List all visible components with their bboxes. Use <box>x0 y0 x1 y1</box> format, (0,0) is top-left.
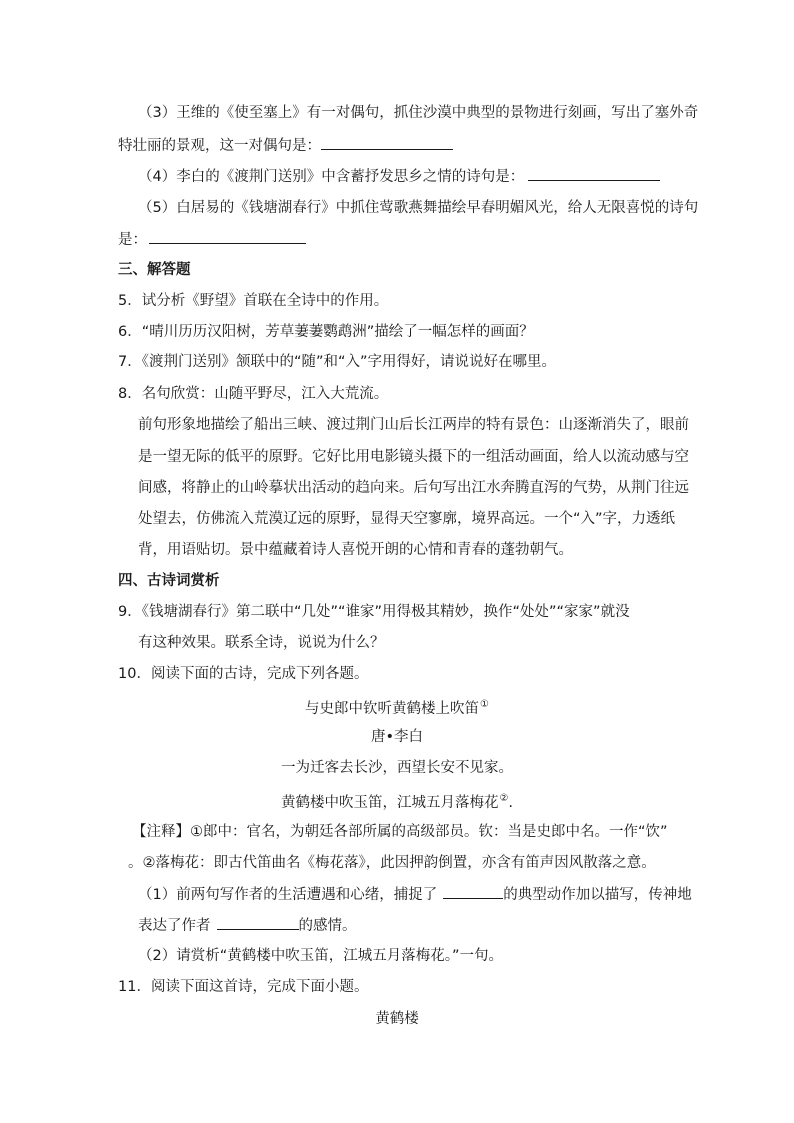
q3-text-line2 <box>118 135 453 156</box>
q4-answer-blank[interactable] <box>528 166 660 181</box>
poem2-title: 黄鹤楼 <box>375 1011 419 1027</box>
question-5: 5．试分析《野望》首联在全诗中的作用。 <box>118 293 389 309</box>
poem-line-1: 一为迁客去长沙，西望长安不见家。 <box>281 760 513 776</box>
poem-line-2 <box>0 789 794 813</box>
q3-text-line1: （3）王维的《使至塞上》有一对偶句，抓住沙漠中典型的景物进行刻画，写出了塞外奇 <box>138 105 699 121</box>
question-9-line1: 9．《钱塘湖春行》第二联中“几处”“谁家”用得极其精妙，换作“处处”“家家”就没 <box>118 604 630 620</box>
poem-author: 唐•李白 <box>370 729 424 745</box>
q8-paragraph-line: 前句形象地描绘了船出三峡、渡过荆门山后长江两岸的特有景色：山逐渐消失了，眼前 <box>138 417 689 433</box>
q4-text-line <box>138 166 660 187</box>
sub1-text-a: （1）前两句写作者的生活遭遇和心绪，捕捉了 <box>138 887 438 903</box>
notes-line-1: 【注释】①郎中：官名，为朝廷各部所属的高级部员。钦：当是史郎中名。一作“饮” <box>132 824 668 840</box>
subquestion-1-line1 <box>138 884 692 905</box>
sub1-answer-blank-1[interactable] <box>443 884 503 899</box>
q4-text: （4）李白的《渡荆门送别》中含蓄抒发思乡之情的诗句是： <box>138 169 525 185</box>
q8-paragraph-line: 是一望无际的低平的原野。它好比用电影镜头摄下的一组活动画面，给人以流动感与空 <box>138 449 689 465</box>
q5-answer-blank[interactable] <box>149 229 306 244</box>
q5-fill-text-line1: （5）白居易的《钱塘湖春行》中抓住莺歌燕舞描绘早春明媚风光，给人无限喜悦的诗句 <box>138 200 699 216</box>
q8-paragraph-line: 间感，将静止的山岭摹状出活动的趋向来。后句写出江水奔腾直泻的气势，从荆门往远 <box>138 480 689 496</box>
question-11: 11．阅读下面这首诗，完成下面小题。 <box>118 979 369 995</box>
section4-heading: 四、古诗词赏析 <box>118 573 220 589</box>
poem-title-text: 与史郎中钦听黄鹤楼上吹笛 <box>305 700 480 717</box>
section3-heading: 三、解答题 <box>118 262 191 278</box>
sub1-text-d: 的感情。 <box>298 918 357 934</box>
poem-title <box>0 695 794 719</box>
q5-fill-text-line2 <box>118 229 306 250</box>
q3-text: 特壮丽的景观，这一对偶句是： <box>118 138 321 154</box>
subquestion-1-line2 <box>138 915 357 936</box>
poem-line-2-text: 黄鹤楼中吹玉笛，江城五月落梅花 <box>280 794 499 811</box>
q5-fill-text: 是： <box>118 232 147 248</box>
note-marker-1: ① <box>480 699 489 710</box>
note-marker-2: ② <box>499 793 509 804</box>
notes-line-2: 。②落梅花：即古代笛曲名《梅花落》，此因押韵倒置，亦含有笛声因风散落之意。 <box>128 855 656 871</box>
question-7: 7．《渡荆门送别》颔联中的“随”和“入”字用得好，请说说好在哪里。 <box>118 354 557 370</box>
q3-answer-blank[interactable] <box>321 135 453 150</box>
sub1-text-b: 的典型动作加以描写，传神地 <box>503 887 692 903</box>
question-8: 8．名句欣赏：山随平野尽，江入大荒流。 <box>118 386 389 402</box>
q8-paragraph-line: 背，用语贴切。景中蕴藏着诗人喜悦开朗的心情和青春的蓬勃朝气。 <box>138 542 573 558</box>
sub1-answer-blank-2[interactable] <box>217 915 299 930</box>
question-9-line2: 有这种效果。联系全诗，说说为什么？ <box>138 635 385 651</box>
question-10: 10．阅读下面的古诗，完成下列各题。 <box>118 666 369 682</box>
sub1-text-c: 表达了作者 <box>138 918 211 934</box>
q8-paragraph-line: 处望去，仿佛流入荒漠辽远的原野，显得天空寥廓，境界高远。一个“入”字，力透纸 <box>138 511 676 527</box>
question-6: 6．“晴川历历汉阳树，芳草萋萋鹦鹉洲”描绘了一幅怎样的画面？ <box>118 324 534 340</box>
poem-line-2-end: . <box>508 794 514 811</box>
subquestion-2: （2）请赏析“黄鹤楼中吹玉笛，江城五月落梅花。”一句。 <box>138 948 503 964</box>
